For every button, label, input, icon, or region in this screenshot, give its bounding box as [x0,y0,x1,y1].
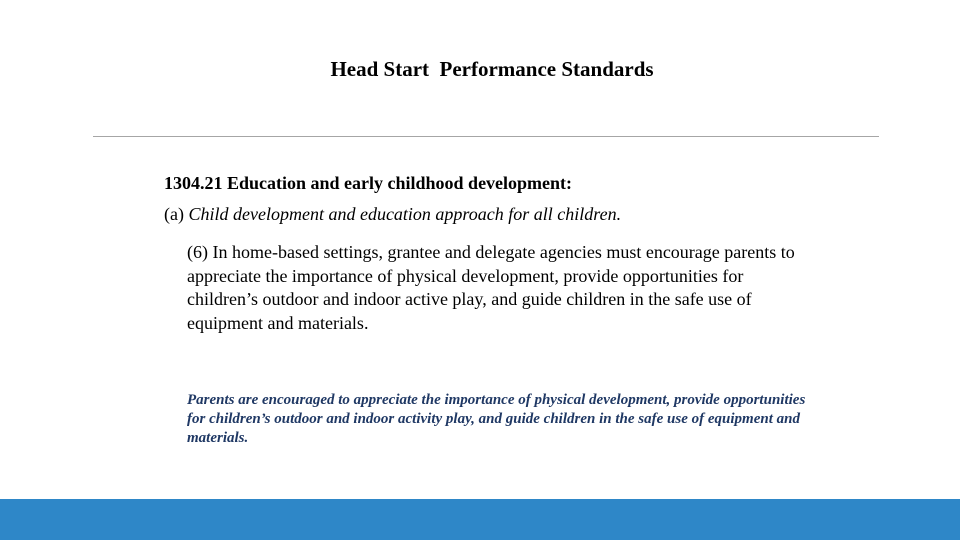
slide-title: Head Start Performance Standards [330,57,654,81]
standard-heading: 1304.21 Education and early childhood development: [164,173,573,193]
title-divider [93,136,879,137]
subsection-prefix: (a) [164,204,189,224]
subsection-line [164,204,621,225]
plain-language-note: Parents are encouraged to appreciate the importance of physical development, provide opportunities for children’s outdoor and indoor activity play, and guide children in the safe use of equipment and materials. [187,392,806,446]
footer-accent-bar [0,499,960,540]
subsection-text: Child development and education approach for all children. [188,204,622,224]
standard-item-6: (6) In home-based settings, grantee and delegate agencies must encourage parents to appreciate the importance of physical development, provide opportunities for children’s outdoor and indoor active play, and guide children in the safe use of equipment and materials. [187,242,795,333]
